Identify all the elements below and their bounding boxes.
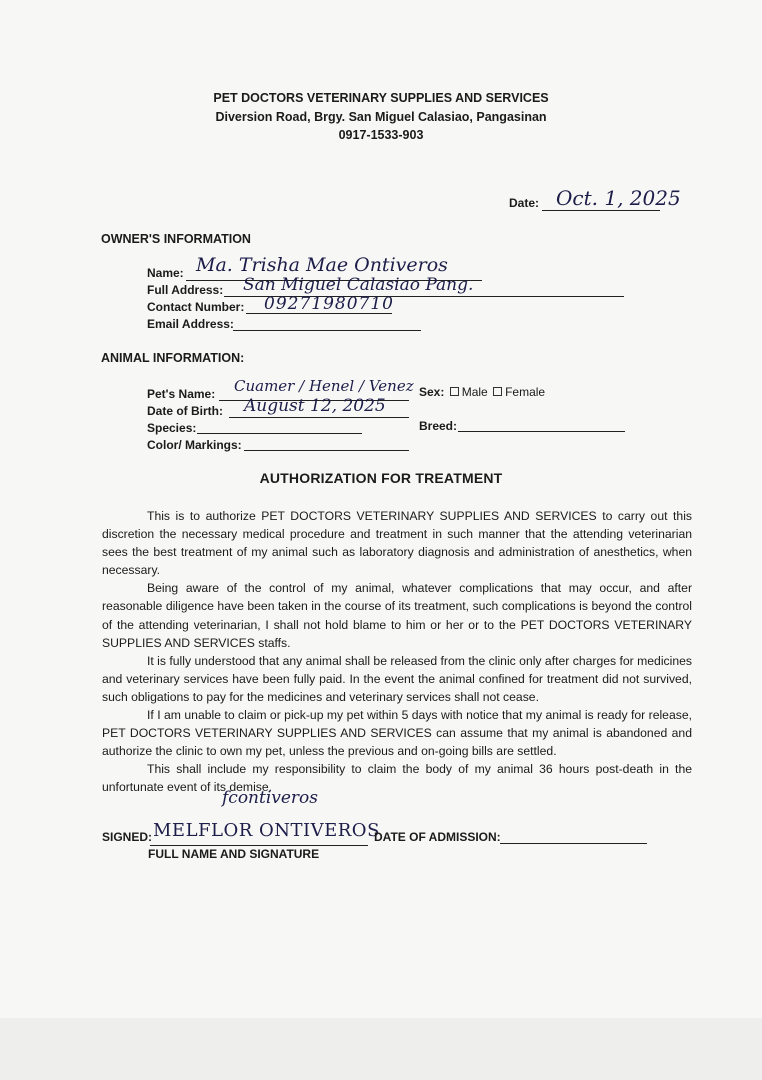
owner-address-label: Full Address: [147, 283, 224, 297]
owner-name-label: Name: [147, 266, 184, 280]
breed-line [458, 431, 625, 432]
owner-email-label: Email Address: [147, 317, 234, 331]
date-label: Date: [509, 196, 540, 210]
owner-section-heading: OWNER'S INFORMATION [101, 232, 251, 246]
sex-female-label: Female [505, 385, 546, 399]
pet-name-value[interactable]: Cuamer / Henel / Venez [234, 377, 414, 395]
signed-label: SIGNED: [102, 830, 153, 844]
sex-field [419, 385, 545, 399]
authorization-body [102, 507, 692, 797]
owner-contact-label: Contact Number: [147, 300, 245, 314]
sex-female-checkbox[interactable] [493, 387, 502, 396]
signature-script: fcontiveros [222, 788, 319, 808]
animal-section-heading: ANIMAL INFORMATION: [101, 351, 245, 365]
pet-name-label: Pet's Name: [147, 387, 216, 401]
date-of-admission-line [500, 843, 647, 844]
authorization-paragraph: This is to authorize PET DOCTORS VETERINARY SUPPLIES AND SERVICES to carry out this discretion the necessary medical procedure and treatment in such manner that the attending veterinarian sees the best treatment of my animal such as laboratory diagnosis and administration of anesthetics, when necessary. [102, 509, 692, 578]
color-markings-line [244, 450, 409, 451]
dob-value[interactable]: August 12, 2025 [244, 396, 386, 416]
owner-email-line [233, 330, 421, 331]
full-name-signature-caption: FULL NAME AND SIGNATURE [148, 847, 320, 861]
authorization-paragraph: If I am unable to claim or pick-up my pet within 5 days with notice that my animal is ready for release, PET DOCTORS VETERINARY SUPPLIES AND SERVICES can assume that my animal is abandoned and authorize the clinic to own my pet, unless the previous and on-going bills are settled. [102, 708, 692, 759]
dob-line [229, 417, 409, 418]
date-of-admission-label: DATE OF ADMISSION: [374, 830, 501, 844]
sex-male-label: Male [461, 385, 488, 399]
date-value[interactable]: Oct. 1, 2025 [556, 186, 681, 210]
species-label: Species: [147, 421, 197, 435]
sex-label: Sex: [419, 385, 445, 399]
scan-background-strip [0, 1018, 762, 1080]
authorization-paragraph: This shall include my responsibility to claim the body of my animal 36 hours post-death in the unfortunate event of its demise. [102, 762, 692, 795]
owner-address-value[interactable]: San Miguel Calasiao Pang. [243, 275, 474, 295]
owner-name-value[interactable]: Ma. Trisha Mae Ontiveros [196, 254, 448, 276]
date-line [542, 210, 660, 211]
authorization-paragraph: Being aware of the control of my animal, whatever complications that may occur, and after reasonable diligence have been taken in the course of its treatment, such complications is beyond the control of the attending veterinarian, I shall not hold blame to him or her or to the PET DOCTORS VETERINARY SUPPLIES AND SERVICES staffs. [102, 581, 692, 650]
color-markings-label: Color/ Markings: [147, 438, 242, 452]
company-name: PET DOCTORS VETERINARY SUPPLIES AND SERVICES [213, 91, 549, 105]
sex-male-checkbox[interactable] [450, 387, 459, 396]
breed-label: Breed: [419, 419, 458, 433]
company-phone: 0917-1533-903 [338, 128, 424, 142]
owner-contact-value[interactable]: 09271980710 [264, 294, 394, 314]
species-line [197, 433, 362, 434]
signature-line [150, 845, 368, 846]
authorization-title: AUTHORIZATION FOR TREATMENT [259, 470, 503, 486]
authorization-paragraph: It is fully understood that any animal shall be released from the clinic only after charges for medicines and veterinary services have been fully paid. In the event the animal confined for treatment did not survived, such obligations to pay for the medicines and veterinary services shall not cease. [102, 653, 692, 704]
dob-label: Date of Birth: [147, 404, 223, 418]
signed-full-name[interactable]: MELFLOR ONTIVEROS [153, 820, 380, 841]
company-address: Diversion Road, Brgy. San Miguel Calasiao, Pangasinan [215, 110, 547, 124]
